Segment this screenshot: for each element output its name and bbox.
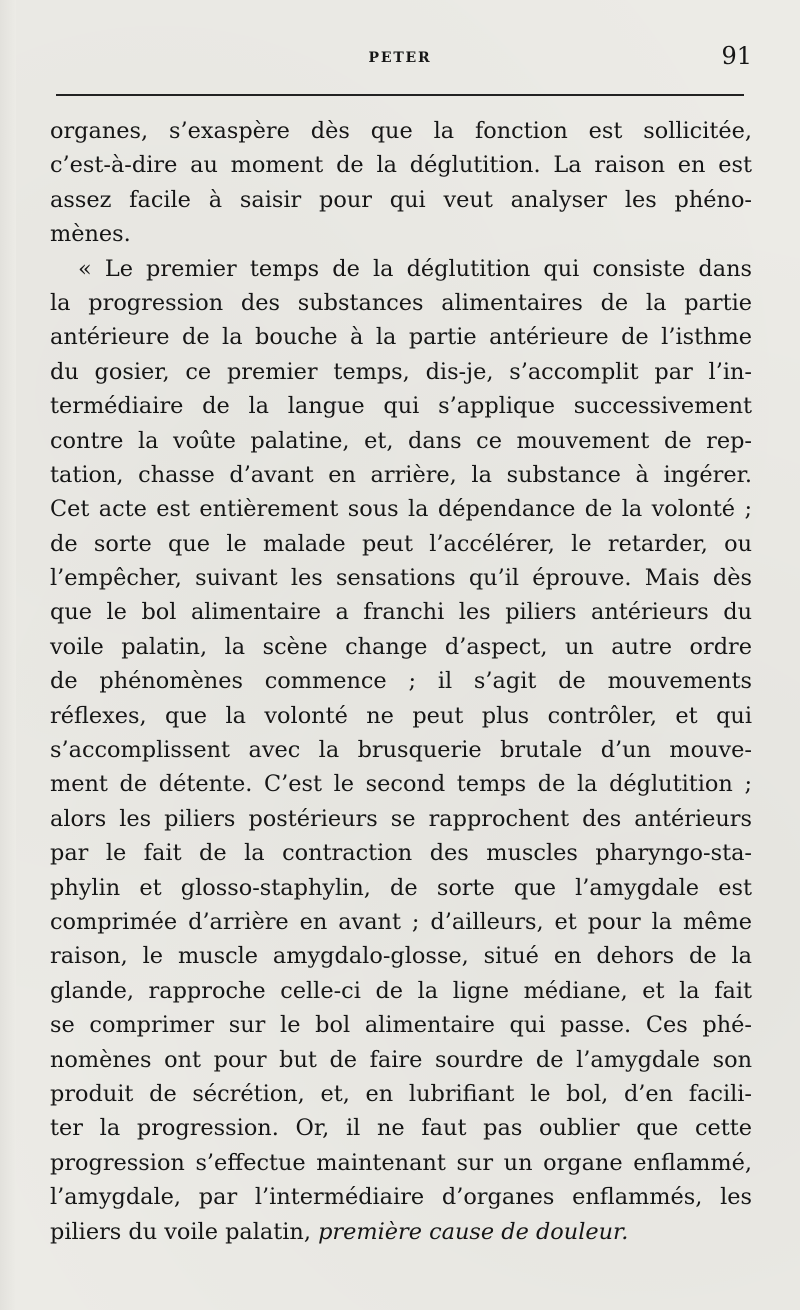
text-line: comprimée d’arrière en avant ; d’ailleurs, et pour la même xyxy=(50,908,752,935)
final-line-roman: piliers du voile palatin, xyxy=(50,1218,311,1245)
text-line: mènes. xyxy=(50,221,131,248)
text-line: glande, rapproche celle-ci de la ligne médiane, et la fait xyxy=(50,977,752,1004)
text-line: raison, le muscle amygdalo-glosse, situé en dehors de la xyxy=(50,943,752,970)
text-line: s’accomplissent avec la brusquerie brutale d’un mouve- xyxy=(50,737,752,764)
text-line: l’empêcher, suivant les sensations qu’il éprouve. Mais dès xyxy=(50,565,752,592)
final-text-line xyxy=(50,1215,752,1249)
text-line: contre la voûte palatine, et, dans ce mouvement de rep- xyxy=(50,427,752,454)
text-line: produit de sécrétion, et, en lubrifiant le bol, d’en facili- xyxy=(50,1080,752,1107)
text-line: ter la progression. Or, il ne faut pas oublier que cette xyxy=(50,1115,752,1142)
text-line: « Le premier temps de la déglutition qui consiste dans xyxy=(78,255,752,282)
page-edge-shadow xyxy=(0,0,16,1310)
text-line: antérieure de la bouche à la partie antérieure de l’isthme xyxy=(50,324,752,351)
text-line: organes, s’exaspère dès que la fonction est sollicitée, xyxy=(50,118,752,144)
text-line: de sorte que le malade peut l’accélérer, le retarder, ou xyxy=(50,530,752,557)
text-line: réflexes, que la volonté ne peut plus contrôler, et qui xyxy=(50,702,752,729)
text-line: Cet acte est entièrement sous la dépendance de la volonté ; xyxy=(50,496,752,523)
text-line: l’amygdale, par l’intermédiaire d’organes enflammés, les xyxy=(50,1184,752,1211)
text-line: que le bol alimentaire a franchi les piliers antérieurs du xyxy=(50,599,752,626)
text-line: nomènes ont pour but de faire sourdre de l’amygdale son xyxy=(50,1046,752,1073)
italic-phrase: première cause de douleur. xyxy=(318,1218,629,1245)
running-title: PETER xyxy=(368,50,432,66)
text-line: voile palatin, la scène change d’aspect, un autre ordre xyxy=(50,633,752,660)
text-line: alors les piliers postérieurs se rapprochent des antérieurs xyxy=(50,805,752,832)
running-head xyxy=(0,42,800,82)
text-line: progression s’effectue maintenant sur un organe enflammé, xyxy=(50,1149,752,1176)
text-line: du gosier, ce premier temps, dis-je, s’accomplit par l’in- xyxy=(50,358,752,385)
text-line: ment de détente. C’est le second temps de la déglutition ; xyxy=(50,771,752,798)
text-line: la progression des substances alimentaires de la partie xyxy=(50,289,752,316)
text-line: par le fait de la contraction des muscles pharyngo-sta- xyxy=(50,840,752,867)
text-line: c’est-à-dire au moment de la déglutition. La raison en est xyxy=(50,152,752,179)
header-rule xyxy=(56,94,744,96)
text-line: phylin et glosso-staphylin, de sorte que l’amygdale est xyxy=(50,874,752,901)
text-line: assez facile à saisir pour qui veut analyser les phéno- xyxy=(50,186,752,213)
page-number: 91 xyxy=(721,42,752,70)
text-line: se comprimer sur le bol alimentaire qui passe. Ces phé- xyxy=(50,1012,752,1039)
text-line: tation, chasse d’avant en arrière, la substance à ingérer. xyxy=(50,461,752,488)
text-line: termédiaire de la langue qui s’applique successivement xyxy=(50,393,752,420)
text-line: de phénomènes commence ; il s’agit de mouvements xyxy=(50,668,752,695)
body-text xyxy=(50,114,752,1249)
